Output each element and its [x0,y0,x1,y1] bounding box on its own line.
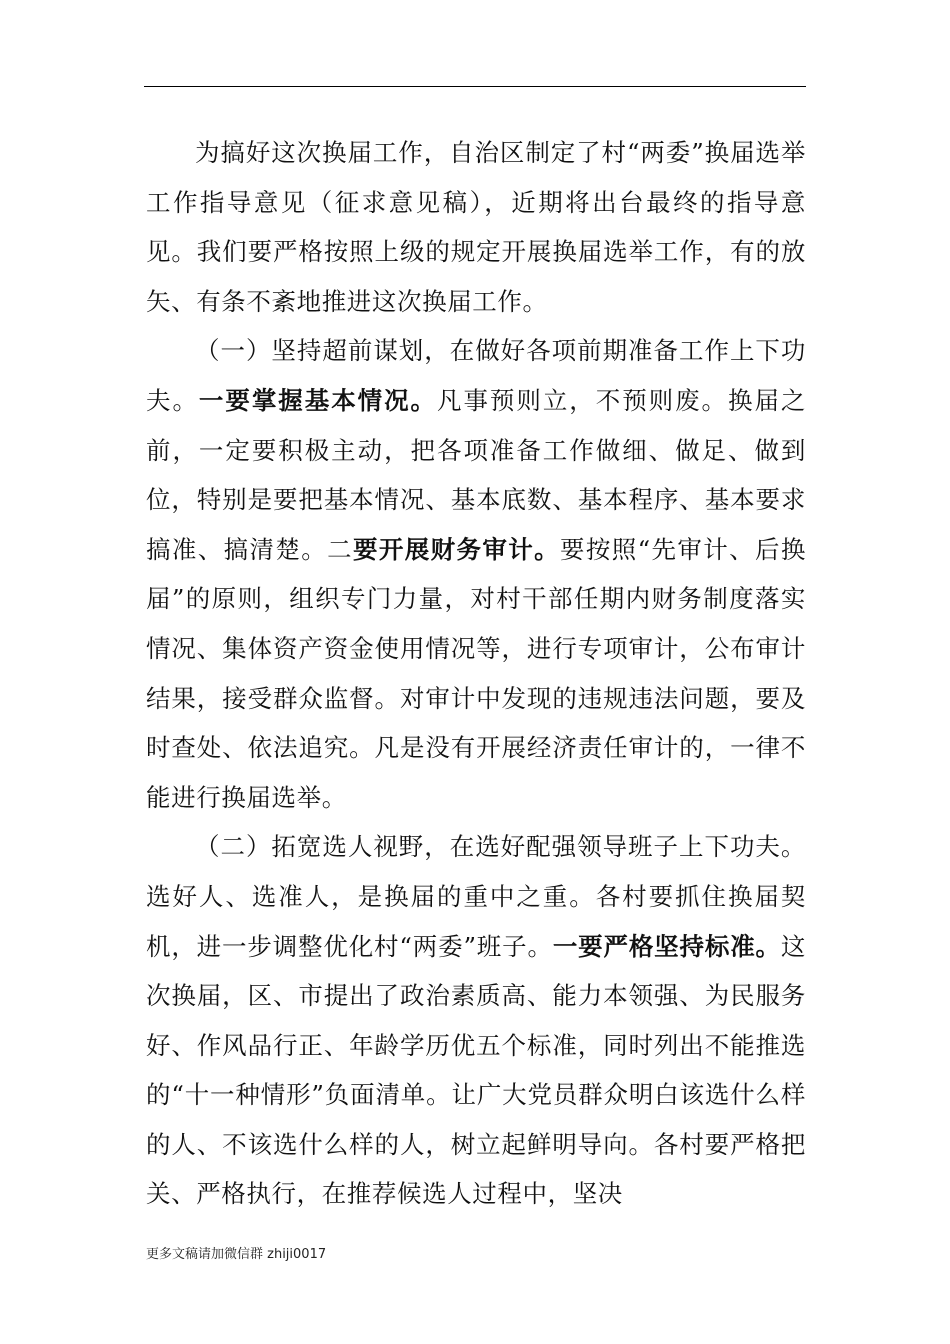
document-body [146,128,806,1219]
paragraph-1 [146,128,806,326]
bold-heading: 一要掌握基本情况。 [198,385,438,415]
paragraph-text: （一）坚持超前谋划，在做好各项前期准备工作上下功夫。 [146,336,806,415]
paragraph-text: 凡事预则立，不预则废。换届之前，一定要积极主动，把各项准备工作做细、做足、做到位，特别是要把基本情况、基本底数、基本程序、基本要求搞准、搞清楚。二 [146,385,807,564]
bold-heading: 要开展财务审计。 [353,534,560,564]
paragraph-2 [146,326,806,822]
header-divider [144,86,806,87]
paragraph-text: （二）拓宽选人视野，在选好配强领导班子上下功夫。选好人、选准人，是换届的重中之重。各村要抓住换届契机，进一步调整优化村“两委”班子。 [146,832,806,961]
paragraph-text: 这次换届，区、市提出了政治素质高、能力本领强、为民服务好、作风品行正、年龄学历优五个标准，同时列出不能推选的“十一种情形”负面清单。让广大党员群众明白该选什么样的人、不该选什么样的人，树立起鲜明导向。各村要严格把关、严格执行，在推荐候选人过程中，坚决 [146,931,806,1209]
bold-heading: 一要严格坚持标准。 [552,931,781,961]
paragraph-text: 要按照“先审计、后换届”的原则，组织专门力量，对村干部任期内财务制度落实情况、集体资产资金使用情况等，进行专项审计，公布审计结果，接受群众监督。对审计中发现的违规违法问题，要及时查处、依法追究。凡是没有开展经济责任审计的，一律不能进行换届选举。 [146,534,806,812]
paragraph-text: 为搞好这次换届工作，自治区制定了村“两委”换届选举工作指导意见（征求意见稿），近期将出台最终的指导意见。我们要严格按照上级的规定开展换届选举工作，有的放矢、有条不紊地推进这次换届工作。 [146,138,806,316]
page-footer: 更多文稿请加微信群 zhiji0017 [146,1247,327,1262]
paragraph-3 [146,822,806,1219]
